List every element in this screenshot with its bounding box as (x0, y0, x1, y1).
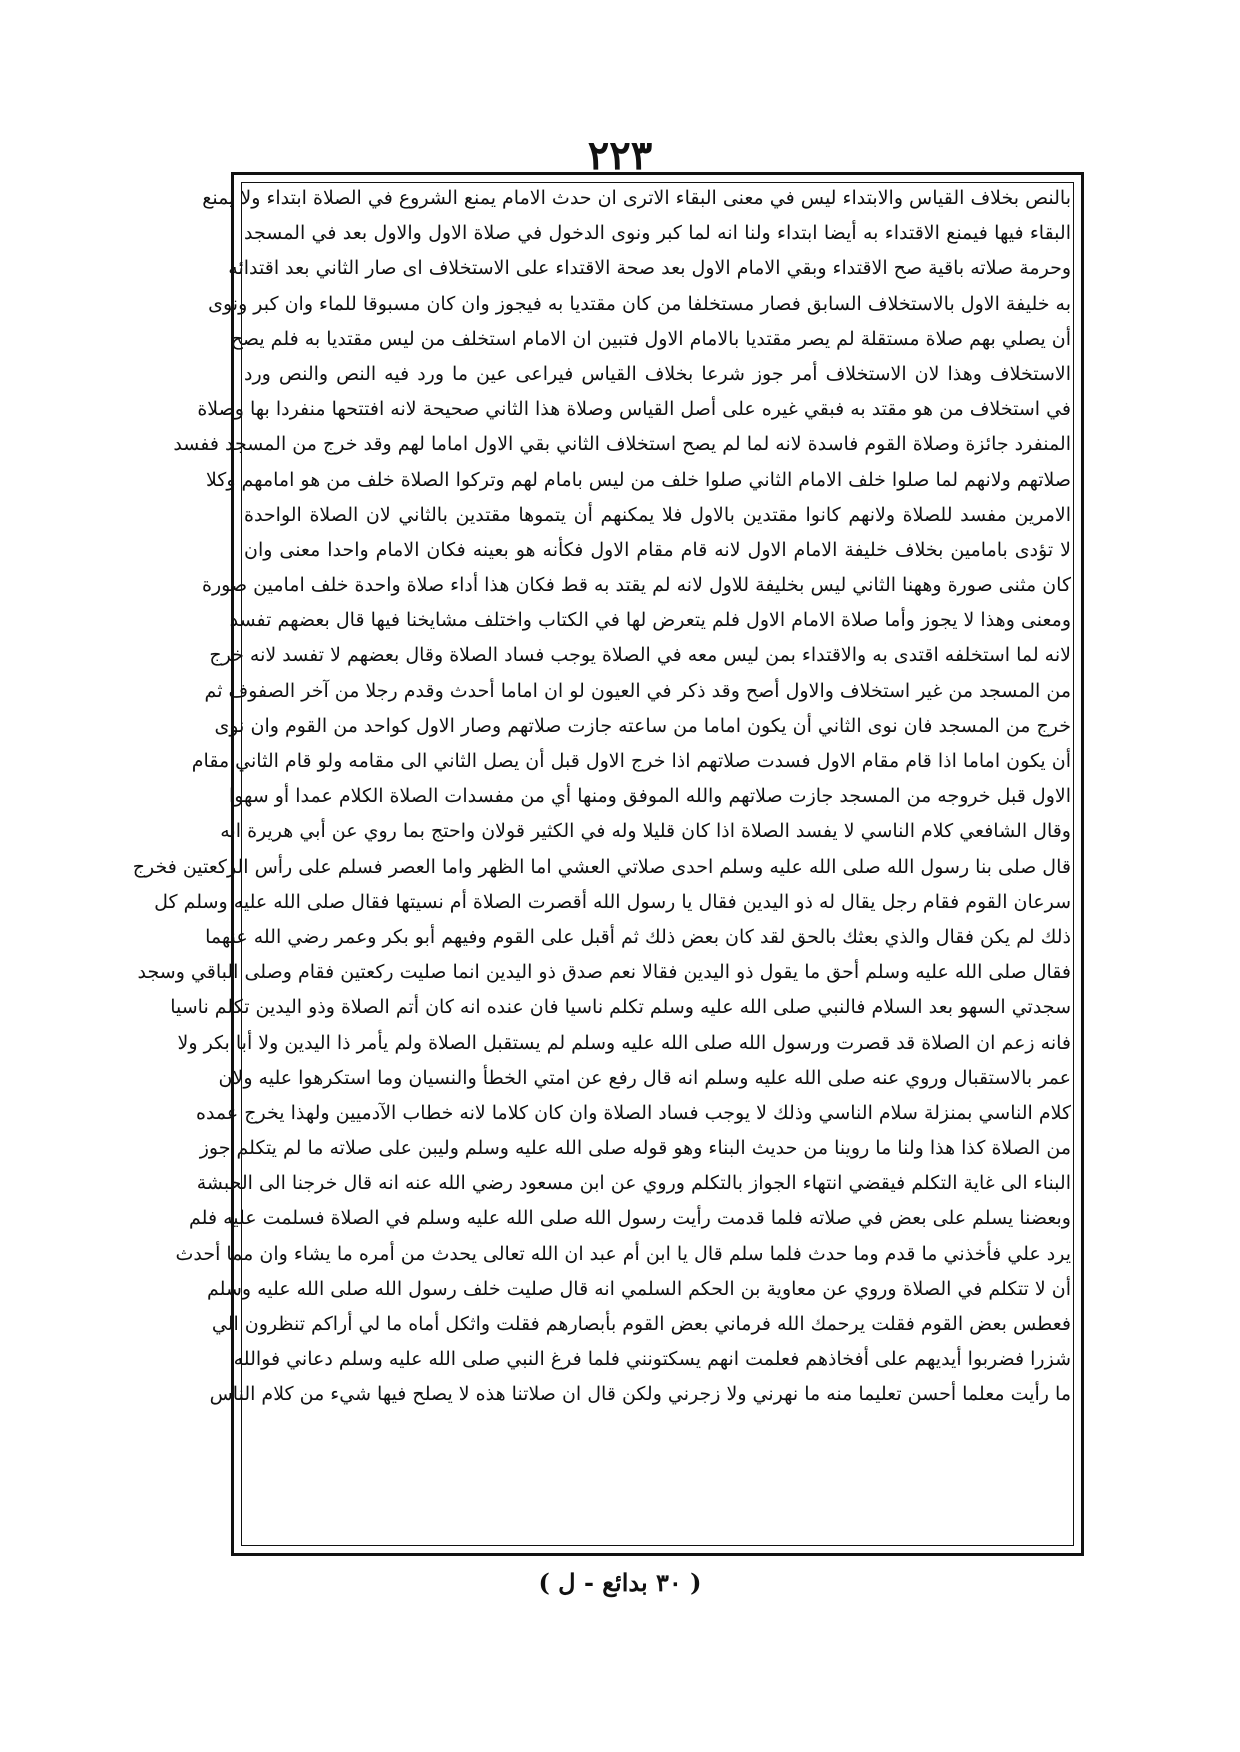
text-body (132, 181, 1071, 1547)
text-line: البناء الى غاية التكلم فيقضي انتهاء الجواز بالتكلم وروي عن ابن مسعود رضي الله عنه انه قال خرجنا الى الحبشة (196, 1172, 1071, 1195)
text-line: كان مثنى صورة وههنا الثاني ليس بخليفة للاول لانه لم يقتد به قط فكان هذا أداء صلاة واحدة خلف امامين صورة (202, 574, 1071, 597)
text-line: كلام الناسي بمنزلة سلام الناسي وذلك لا يوجب فساد الصلاة وان كان كلاما لانه خطاب الآدميين ولهذا يخرج عمده (195, 1101, 1071, 1124)
text-line: عمر بالاستقبال وروي عنه صلى الله عليه وسلم انه قال رفع عن امتي الخطأ والنسيان وما استكرهوا عليه ولان (218, 1066, 1071, 1089)
text-line: أن يصلي بهم صلاة مستقلة لم يصر مقتديا بالامام الاول فتبين ان الامام استخلف من ليس مقتديا به فلم يصح (230, 327, 1071, 350)
text-frame (132, 172, 1084, 1556)
text-line: ما رأيت معلما أحسن تعليما منه ما نهرني ولا زجرني ولكن قال ان صلاتنا هذه لا يصلح فيها شيء من كلام الناس (209, 1383, 1071, 1406)
text-line: المنفرد جائزة وصلاة القوم فاسدة لانه لما لم يصح استخلاف الثاني بقي الاول اماما لهم وقد خرج من المسجد ففسد (173, 433, 1071, 456)
text-line: شزرا فضربوا أيديهم على أفخاذهم فعلمت انهم يسكتونني فلما فرغ النبي صلى الله عليه وسلم دعاني فوالله (233, 1348, 1071, 1371)
text-line: الاستخلاف وهذا لان الاستخلاف أمر جوز شرعا بخلاف القياس فيراعى عين ما ورد فيه النص والنص ورد (244, 362, 1071, 385)
text-line: البقاء فيها فيمنع الاقتداء به أيضا ابتداء ولنا انه لما كبر ونوى الدخول في صلاة الاول والاول بعد في المسجد (244, 222, 1071, 245)
text-line: أن لا تتكلم في الصلاة وروي عن معاوية بن الحكم السلمي انه قال صليت خلف رسول الله صلى الله عليه وسلم (207, 1277, 1071, 1300)
footer-signature: ( ٣٠ بدائع - ل ) (538, 1568, 702, 1597)
text-line: فقال صلى الله عليه وسلم أحق ما يقول ذو اليدين فقالا نعم صدق ذو اليدين انما صليت ركعتين فقام وصلى الباقي وسجد (137, 961, 1071, 984)
text-line: ذلك لم يكن فقال والذي بعثك بالحق لقد كان بعض ذلك ثم أقبل على القوم وفيهم أبو بكر وعمر رضي الله عنهما (205, 925, 1071, 948)
text-line: وبعضنا يسلم على بعض في صلاته فلما قدمت رأيت رسول الله صلى الله عليه وسلم في الصلاة فسلمت عليه فلم (189, 1207, 1071, 1230)
text-line: بالنص بخلاف القياس والابتداء ليس في معنى البقاء الاترى ان حدث الامام يمنع الشروع في الصلاة ابتداء ولا يمنع (202, 187, 1071, 209)
text-line: الامرين مفسد للصلاة ولانهم كانوا مقتدين بالاول فلا يمكنهم أن يتموها مقتدين بالثاني لان الصلاة الواحدة (244, 503, 1071, 526)
text-line: به خليفة الاول بالاستخلاف السابق فصار مستخلفا من كان مقتديا به فيجوز وان كان مسبوقا للماء وان كبر ونوى (208, 292, 1071, 315)
text-line: ومعنى وهذا لا يجوز وأما صلاة الامام الاول فلم يتعرض لها في الكتاب واختلف مشايخنا فيها قال بعضهم تفسد (229, 609, 1071, 632)
text-line: الاول قبل خروجه من المسجد جازت صلاتهم والله الموفق ومنها أي من مفسدات الصلاة الكلام عمدا أو سهوا (228, 785, 1071, 808)
text-line: يرد علي فأخذني ما قدم وما حدث فلما سلم قال يا ابن أم عبد ان الله تعالى يحدث من أمره ما يشاء وان مما أحدث (175, 1242, 1071, 1265)
text-line: من المسجد من غير استخلاف والاول أصح وقد ذكر في العيون لو ان اماما أحدث وقدم رجلا من آخر الصفوف ثم (204, 679, 1071, 702)
text-line: صلاتهم ولانهم لما صلوا خلف الامام الثاني صلوا خلف من ليس بامام لهم وتركوا الصلاة خلف من هو امامهم وكلا (205, 468, 1071, 491)
text-line: قال صلى بنا رسول الله صلى الله عليه وسلم احدى صلاتي العشي اما الظهر واما العصر فسلم على رأس الركعتين فخرج (132, 855, 1071, 878)
text-line: خرج من المسجد فان نوى الثاني أن يكون اماما من ساعته جازت صلاتهم وصار الاول كواحد من القوم وان نوى (214, 714, 1071, 737)
text-line: وقال الشافعي كلام الناسي لا يفسد الصلاة اذا كان قليلا وله في الكثير قولان واحتج بما روي عن أبي هريرة انه (220, 820, 1071, 843)
text-line: في استخلاف من هو مقتد به فبقي غيره على أصل القياس وصلاة هذا الثاني صحيحة لانه افتتحها منفردا بها وصلاة (197, 398, 1071, 421)
text-line: أن يكون اماما اذا قام مقام الاول فسدت صلاتهم اذا خرج الاول قبل أن يصل الثاني الى مقامه ولو قام الثاني مقام (191, 750, 1071, 772)
text-line: من الصلاة كذا هذا ولنا ما روينا من حديث البناء وهو قوله صلى الله عليه وسلم وليبن على صلاته ما لم يتكلم جوز (199, 1137, 1071, 1160)
text-line: فعطس بعض القوم فقلت يرحمك الله فرماني بعض القوم بأبصارهم فقلت واثكل أماه ما لي أراكم تنظرون الي (211, 1313, 1071, 1335)
page-number: ٢٢٣ (587, 132, 653, 179)
text-line: سجدتي السهو بعد السلام فالنبي صلى الله عليه وسلم تكلم ناسيا فان عنده انه كان أتم الصلاة وذو اليدين تكلم ناسيا (170, 996, 1071, 1019)
text-line: وحرمة صلاته باقية صح الاقتداء وبقي الامام الاول بعد صحة الاقتداء على الاستخلاف اى صار الثاني بعد اقتدائه (228, 257, 1071, 280)
text-line: سرعان القوم فقام رجل يقال له ذو اليدين فقال يا رسول الله أقصرت الصلاة أم نسيتها فقال صلى الله عليه وسلم كل (154, 890, 1071, 913)
text-line: لانه لما استخلفه اقتدى به والاقتداء بمن ليس معه في الصلاة يوجب فساد الصلاة وقال بعضهم لا تفسد لانه خرج (209, 644, 1071, 667)
text-line: فانه زعم ان الصلاة قد قصرت ورسول الله صلى الله عليه وسلم لم يستقبل الصلاة ولم يأمر ذا اليدين ولا أبا بكر ولا (177, 1031, 1071, 1054)
text-line: لا تؤدى بامامين بخلاف خليفة الامام الاول لانه قام مقام الاول فكأنه هو بعينه فكان الامام واحدا معنى وان (244, 538, 1071, 561)
